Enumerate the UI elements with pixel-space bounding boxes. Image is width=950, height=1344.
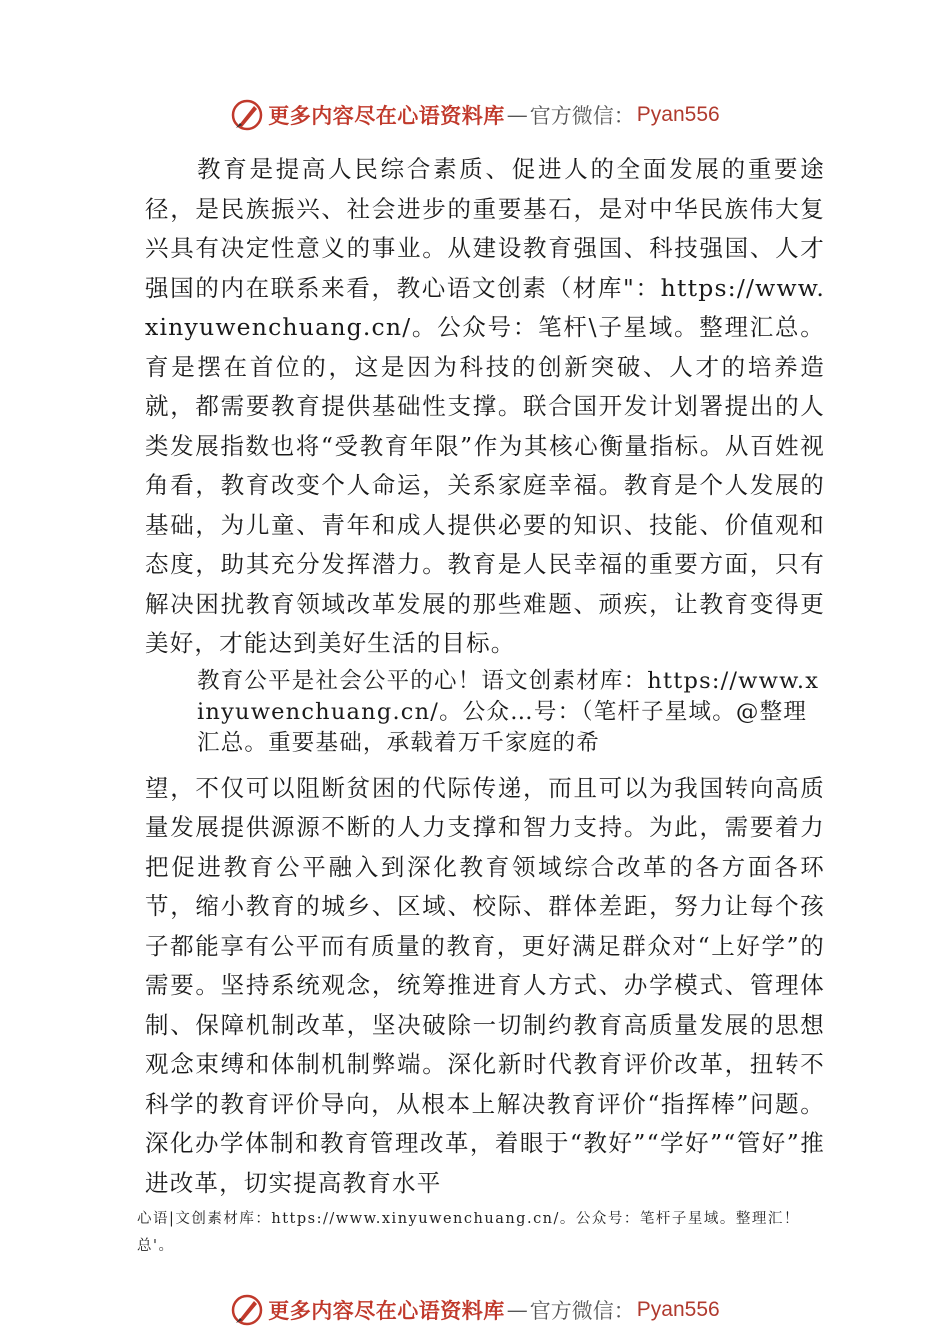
document-body (145, 150, 825, 1203)
pen-logo-icon (230, 1293, 264, 1327)
footer-wechat-label: 官方微信： (529, 1299, 635, 1323)
pen-logo-icon (230, 98, 264, 132)
header-brand-text: 更多内容尽在心语资料库 (268, 103, 505, 128)
header-banner (0, 95, 950, 135)
footnote: 心语|文创素材库：https://www.xinyuwenchuang.cn/。公众号：笔杆子星域。整理汇！总'。 (137, 1211, 800, 1254)
footer-banner (0, 1290, 950, 1330)
footer-dash: — (506, 1298, 528, 1322)
header-wechat-id: Pyan556 (636, 103, 720, 126)
quoted-block: 教育公平是社会公平的心！语文创素材库：https://www.xinyuwenchuang.cn/。公众…号：（笔杆子星域。@整理汇总。重要基础，承载着万千家庭的希 (197, 667, 820, 756)
footer-wechat-id: Pyan556 (636, 1298, 720, 1321)
header-dash: — (506, 103, 528, 127)
header-wechat-label: 官方微信： (529, 104, 635, 128)
paragraph-1: 教育是提高人民综合素质、促进人的全面发展的重要途径，是民族振兴、社会进步的重要基石，是对中华民族伟大复兴具有决定性意义的事业。从建设教育强国、科技强国、人才强国的内在联系来看，教心语文创素（材库"：https://www.xinyuwenchuang.cn/。公众号：笔杆\子星域。整理汇总。育是摆在首位的，这是因为科技的创新突破、人才的培养造就，都需要教育提供基础性支撑。联合国开发计划署提出的人类发展指数也将“受教育年限”作为其核心衡量指标。从百姓视角看，教育改变个人命运，关系家庭幸福。教育是个人发展的基础，为儿童、青年和成人提供必要的知识、技能、价值观和态度，助其充分发挥潜力。教育是人民幸福的重要方面，只有解决困扰教育领域改革发展的那些难题、顽疾，让教育变得更美好，才能达到美好生活的目标。 (145, 155, 825, 657)
paragraph-2: 望，不仅可以阻断贫困的代际传递，而且可以为我国转向高质量发展提供源源不断的人力支撑和智力支持。为此，需要着力把促进教育公平融入到深化教育领域综合改革的各方面各环节，缩小教育的城乡、区域、校际、群体差距，努力让每个孩子都能享有公平而有质量的教育，更好满足群众对“上好学”的需要。坚持系统观念，统筹推进育人方式、办学模式、管理体制、保障机制改革，坚决破除一切制约教育高质量发展的思想观念束缚和体制机制弊端。深化新时代教育评价改革，扭转不科学的教育评价导向，从根本上解决教育评价“指挥棒”问题。深化办学体制和教育管理改革，着眼于“教好”“学好”“管好”推进改革，切实提高教育水平 (145, 773, 825, 1197)
footer-brand-text: 更多内容尽在心语资料库 (268, 1298, 505, 1323)
